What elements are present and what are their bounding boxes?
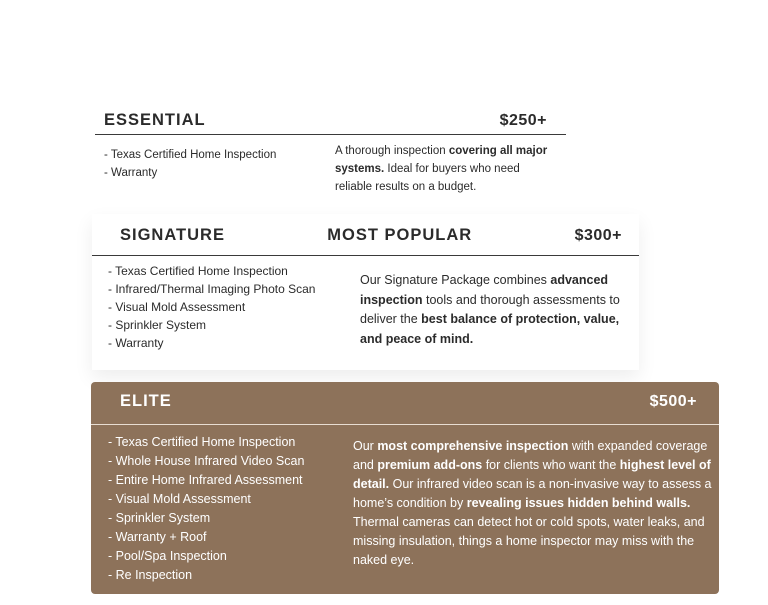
- feature-item: - Whole House Infrared Video Scan: [108, 454, 305, 468]
- feature-item: - Warranty: [104, 167, 158, 179]
- package-signature: [92, 214, 639, 370]
- description-text: Our Signature Package combines: [360, 273, 551, 287]
- description-text: Ideal for buyers who need reliable results on a budget.: [335, 163, 520, 193]
- emphasis-text: revealing issues hidden behind walls.: [466, 496, 691, 510]
- divider: [91, 424, 719, 425]
- package-header: [104, 111, 547, 130]
- package-price: $500+: [649, 392, 697, 410]
- feature-item: - Texas Certified Home Inspection: [104, 149, 277, 161]
- package-essential: [95, 104, 567, 204]
- package-price: $250+: [499, 111, 547, 129]
- emphasis-text: most comprehensive inspection: [377, 439, 569, 453]
- emphasis-text: best balance of protection, value, and peace of mind.: [360, 312, 620, 346]
- emphasis-text: covering all major systems.: [335, 145, 548, 175]
- feature-item: - Pool/Spa Inspection: [108, 549, 227, 563]
- description-text: with expanded coverage and: [353, 439, 708, 472]
- description-text: Our infrared video scan is a non-invasive way to assess a home’s condition by: [353, 477, 712, 510]
- emphasis-text: premium add-ons: [377, 458, 483, 472]
- package-header: [120, 226, 622, 245]
- package-header: [120, 392, 697, 411]
- feature-item: - Texas Certified Home Inspection: [108, 264, 288, 278]
- package-title: SIGNATURE: [120, 226, 225, 244]
- feature-item: - Infrared/Thermal Imaging Photo Scan: [108, 282, 316, 296]
- most-popular-badge: MOST POPULAR: [327, 226, 473, 244]
- package-description: [360, 271, 635, 349]
- description-text: Our: [353, 439, 378, 453]
- feature-item: - Sprinkler System: [108, 318, 207, 332]
- feature-item: - Warranty + Roof: [108, 530, 207, 544]
- description-text: Thermal cameras can detect hot or cold spots, water leaks, and missing insulation, things a home inspector may miss with the naked eye.: [353, 515, 705, 567]
- feature-item: - Re Inspection: [108, 568, 193, 582]
- package-title: ELITE: [120, 392, 172, 410]
- package-elite: [91, 382, 719, 594]
- package-description: [353, 437, 715, 570]
- feature-list: [108, 262, 315, 352]
- feature-list: [104, 146, 276, 182]
- package-description: [335, 142, 559, 196]
- emphasis-text: highest level of detail.: [353, 458, 711, 491]
- divider: [92, 255, 639, 256]
- feature-list: [108, 433, 304, 585]
- divider: [95, 134, 566, 135]
- feature-item: - Visual Mold Assessment: [108, 300, 246, 314]
- package-price: $300+: [574, 226, 622, 244]
- description-text: for clients who want the: [482, 458, 620, 472]
- emphasis-text: advanced inspection: [360, 273, 609, 307]
- feature-item: - Visual Mold Assessment: [108, 492, 251, 506]
- feature-item: - Warranty: [108, 336, 164, 350]
- package-title: ESSENTIAL: [104, 111, 206, 129]
- description-text: A thorough inspection: [335, 145, 449, 157]
- feature-item: - Texas Certified Home Inspection: [108, 435, 296, 449]
- feature-item: - Sprinkler System: [108, 511, 211, 525]
- description-text: tools and thorough assessments to deliver the: [360, 292, 620, 326]
- feature-item: - Entire Home Infrared Assessment: [108, 473, 303, 487]
